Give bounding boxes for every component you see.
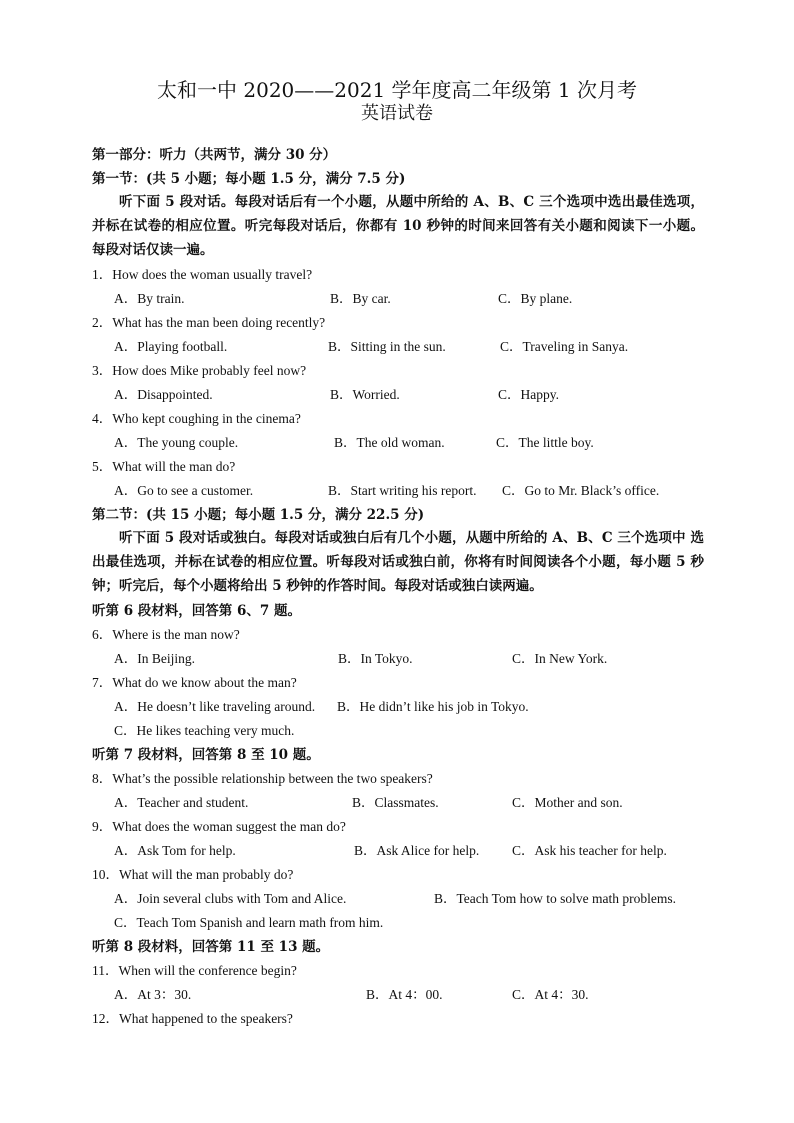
question-stem: 9．What does the woman suggest the man do?: [92, 819, 346, 834]
option-a: A．Join several clubs with Tom and Alice.: [114, 891, 347, 906]
option-b: B．Ask Alice for help.: [354, 843, 480, 858]
option-c: C．Traveling in Sanya.: [500, 339, 629, 354]
question-stem: 4．Who kept coughing in the cinema?: [92, 411, 301, 426]
option-b: B．Classmates.: [352, 795, 439, 810]
option-b: B．The old woman.: [334, 435, 445, 450]
option-a: A．Ask Tom for help.: [114, 843, 236, 858]
option-c: C．Mother and son.: [512, 795, 623, 810]
option-b: B．Teach Tom how to solve math problems.: [434, 891, 676, 906]
option-b: B．In Tokyo.: [338, 651, 413, 666]
option-a: A．Go to see a customer.: [114, 483, 254, 498]
option-a: A．By train.: [114, 291, 185, 306]
option-b: B．At 4：00.: [366, 987, 443, 1002]
option-a: A．In Beijing.: [114, 651, 195, 666]
option-a: A．He doesn’t like traveling around.: [114, 699, 316, 714]
material-8-heading: 听第 8 段材料，回答第 11 至 13 题。: [92, 939, 330, 955]
question-stem: 11．When will the conference begin?: [92, 963, 297, 978]
option-c: C．He likes teaching very much.: [114, 723, 295, 738]
question-stem: 1．How does the woman usually travel?: [92, 267, 313, 282]
option-c: C．At 4：30.: [512, 987, 589, 1002]
exam-subtitle: 英语试卷: [361, 103, 433, 124]
section1-heading: 第一节：(共 5 小题；每小题 1.5 分，满分 7.5 分): [92, 171, 406, 187]
part1-heading: 第一部分：听力（共两节，满分 30 分）: [92, 147, 337, 163]
material-6-heading: 听第 6 段材料，回答第 6、7 题。: [92, 603, 301, 619]
option-b: B．He didn’t like his job in Tokyo.: [337, 699, 529, 714]
option-b: B．By car.: [330, 291, 391, 306]
question-stem: 7．What do we know about the man?: [92, 675, 297, 690]
option-c: C．Teach Tom Spanish and learn math from him.: [114, 915, 384, 930]
question-stem: 6．Where is the man now?: [92, 627, 240, 642]
section1-instructions: 听下面 5 段对话。每段对话后有一个小题，从题中所给的 A、B、C 三个选项中选出最佳选项，并标在试卷的相应位置。听完每段对话后，你都有 10 秒钟的时间来回答有关小题和阅读下一小题。 每段对话仅读一遍。: [92, 194, 704, 258]
question-stem: 8．What’s the possible relationship between the two speakers?: [92, 771, 433, 786]
option-a: A．Teacher and student.: [114, 795, 249, 810]
option-b: B．Worried.: [330, 387, 400, 402]
question-stem: 3．How does Mike probably feel now?: [92, 363, 307, 378]
question-stem: 2．What has the man been doing recently?: [92, 315, 326, 330]
option-a: A．Playing football.: [114, 339, 228, 354]
option-b: B．Start writing his report.: [328, 483, 477, 498]
option-a: A．The young couple.: [114, 435, 239, 450]
option-c: C．Ask his teacher for help.: [512, 843, 667, 858]
question-stem: 12．What happened to the speakers?: [92, 1011, 293, 1026]
question-stem: 10．What will the man probably do?: [92, 867, 294, 882]
option-a: A．Disappointed.: [114, 387, 213, 402]
section2-heading: 第二节：(共 15 小题；每小题 1.5 分，满分 22.5 分): [92, 507, 425, 523]
section2-instructions: 听下面 5 段对话或独白。每段对话或独白后有几个小题，从题中所给的 A、B、C 三个选项中 选出最佳选项，并标在试卷的相应位置。听每段对话或独白前，你将有时间阅读各个小题，每小题 5 秒钟；听完后，每个小题将给出 5 秒钟的作答时间。每段对话或独白读两遍。: [92, 530, 704, 594]
option-b: B．Sitting in the sun.: [328, 339, 446, 354]
option-a: A．At 3：30.: [114, 987, 192, 1002]
option-c: C．Happy.: [498, 387, 559, 402]
option-c: C．In New York.: [512, 651, 608, 666]
exam-title: 太和一中 2020——2021 学年度高二年级第 1 次月考: [157, 78, 637, 102]
material-7-heading: 听第 7 段材料，回答第 8 至 10 题。: [92, 747, 320, 763]
option-c: C．By plane.: [498, 291, 573, 306]
option-c: C．Go to Mr. Black’s office.: [502, 483, 660, 498]
option-c: C．The little boy.: [496, 435, 594, 450]
question-stem: 5．What will the man do?: [92, 459, 236, 474]
